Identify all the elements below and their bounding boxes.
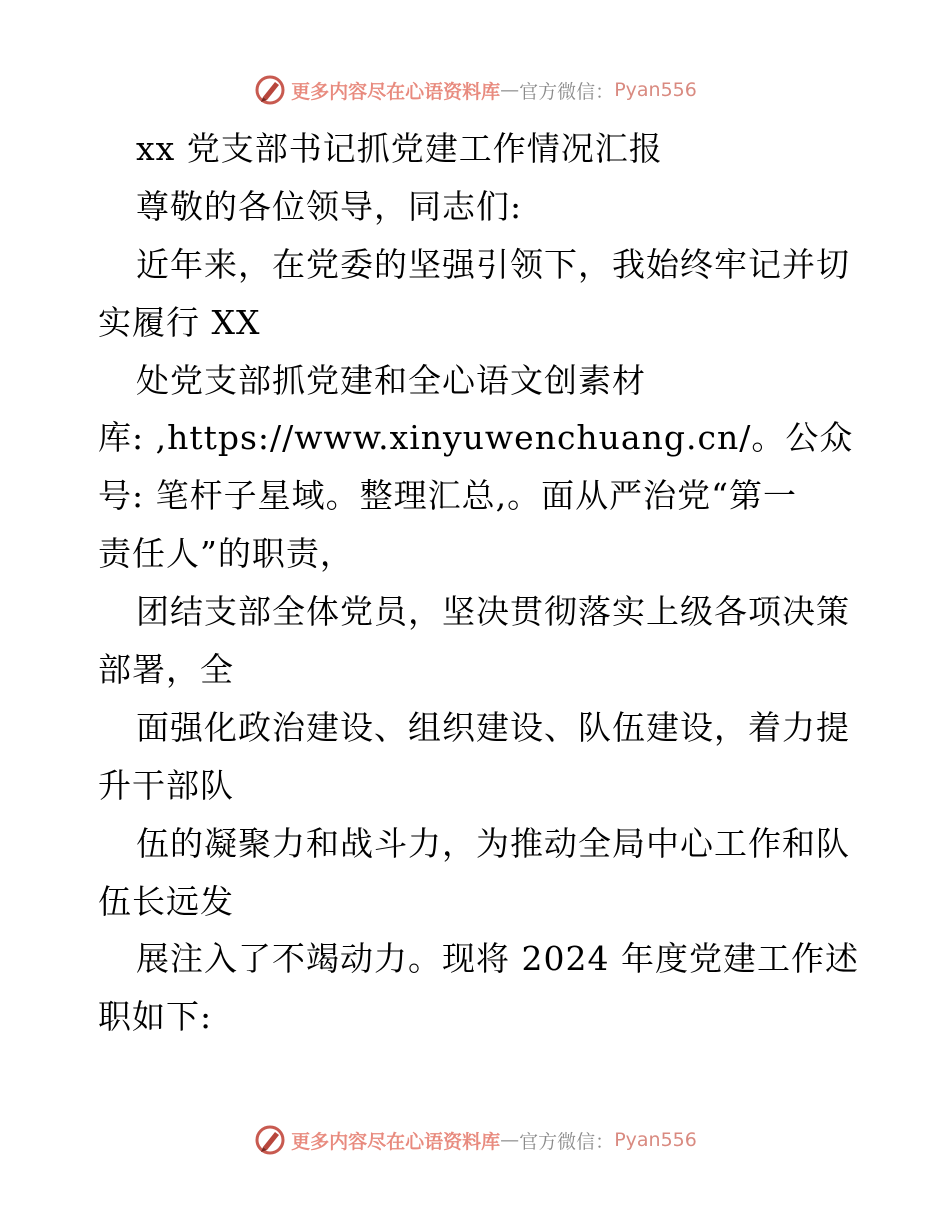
watermark-contact-label: 官方微信： xyxy=(519,1130,615,1153)
paragraph-line: 号: 笔杆子星域。整理汇总,。面从严治党“第一 xyxy=(98,476,797,516)
watermark-wechat-id: Pyan556 xyxy=(614,1129,697,1151)
paragraph-line: 近年来，在党委的坚强引领下，我始终牢记并切 xyxy=(136,244,850,284)
paragraph-line: 职如下: xyxy=(98,997,213,1037)
watermark-separator: — xyxy=(500,79,520,101)
paragraph-line: 伍的凝聚力和战斗力，为推动全局中心工作和队 xyxy=(136,823,850,863)
paragraph-line: 处党支部抓党建和全心语文创素材 xyxy=(136,360,646,400)
paragraph-line: 团结支部全体党员，坚决贯彻落实上级各项决策 xyxy=(136,592,850,632)
pen-circle-logo-icon xyxy=(253,1123,287,1157)
paragraph-line: 部署，全 xyxy=(98,650,234,690)
watermark-site-name: 更多内容尽在心语资料库 xyxy=(291,80,501,103)
watermark-site-name: 更多内容尽在心语资料库 xyxy=(291,1130,501,1153)
paragraph-line: 伍长远发 xyxy=(98,881,234,921)
paragraph-line: 实履行 XX xyxy=(98,302,261,342)
watermark-contact-label: 官方微信： xyxy=(519,80,615,103)
document-title: xx 党支部书记抓党建工作情况汇报 xyxy=(136,129,663,168)
header-watermark xyxy=(0,70,950,110)
salutation: 尊敬的各位领导，同志们: xyxy=(136,186,523,226)
footer-watermark xyxy=(0,1120,950,1160)
paragraph-line: 升干部队 xyxy=(98,765,234,805)
document-body xyxy=(98,120,858,1046)
watermark-wechat-id: Pyan556 xyxy=(614,79,697,101)
paragraph-line: 责任人”的职责， xyxy=(98,534,354,574)
watermark-separator: — xyxy=(500,1129,520,1151)
paragraph-line: 库: ,https://www.xinyuwenchuang.cn/。公众 xyxy=(98,418,854,458)
paragraph-line: 展注入了不竭动力。现将 2024 年度党建工作述 xyxy=(136,939,859,979)
paragraph-line: 面强化政治建设、组织建设、队伍建设，着力提 xyxy=(136,707,850,747)
pen-circle-logo-icon xyxy=(253,73,287,107)
